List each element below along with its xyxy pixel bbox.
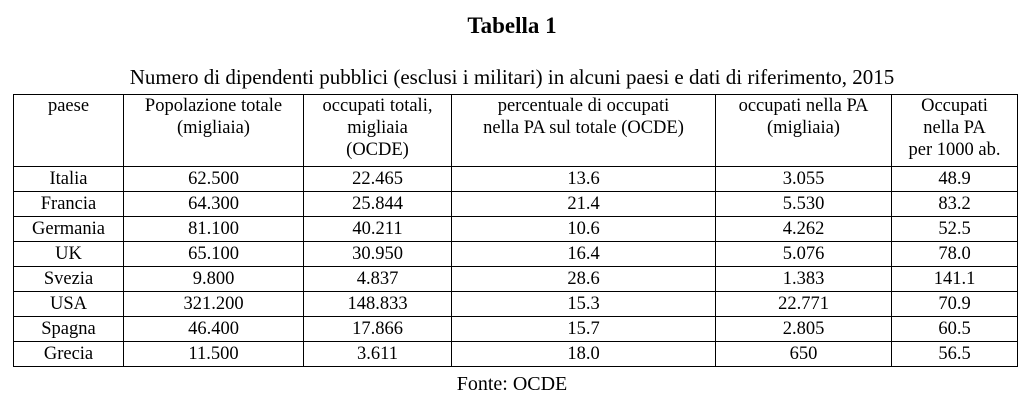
cell-percentuale: 18.0 xyxy=(452,342,716,367)
cell-percentuale: 21.4 xyxy=(452,192,716,217)
cell-popolazione: 65.100 xyxy=(124,242,304,267)
table-row xyxy=(14,217,1018,242)
cell-popolazione: 64.300 xyxy=(124,192,304,217)
header-paese: paese xyxy=(14,95,124,167)
table-subtitle: Numero di dipendenti pubblici (esclusi i militari) in alcuni paesi e dati di riferimento, 2015 xyxy=(129,65,895,89)
cell-per-1000: 52.5 xyxy=(892,217,1018,242)
cell-percentuale: 28.6 xyxy=(452,267,716,292)
cell-popolazione: 321.200 xyxy=(124,292,304,317)
cell-popolazione: 62.500 xyxy=(124,167,304,192)
cell-per-1000: 78.0 xyxy=(892,242,1018,267)
cell-per-1000: 60.5 xyxy=(892,317,1018,342)
cell-paese: Svezia xyxy=(14,267,124,292)
table-title: Tabella 1 xyxy=(467,13,557,38)
source-note: Fonte: OCDE xyxy=(456,373,568,395)
cell-occupati-totali: 17.866 xyxy=(304,317,452,342)
header-occupati-totali: occupati totali, migliaia (OCDE) xyxy=(304,95,452,167)
table-row xyxy=(14,267,1018,292)
header-popolazione: Popolazione totale (migliaia) xyxy=(124,95,304,167)
cell-percentuale: 15.3 xyxy=(452,292,716,317)
cell-occupati-pa: 5.076 xyxy=(716,242,892,267)
cell-paese: Italia xyxy=(14,167,124,192)
table-row xyxy=(14,317,1018,342)
cell-occupati-pa: 1.383 xyxy=(716,267,892,292)
cell-per-1000: 56.5 xyxy=(892,342,1018,367)
cell-paese: Germania xyxy=(14,217,124,242)
table-row xyxy=(14,342,1018,367)
cell-percentuale: 13.6 xyxy=(452,167,716,192)
cell-per-1000: 83.2 xyxy=(892,192,1018,217)
data-table xyxy=(13,94,1018,367)
cell-occupati-totali: 4.837 xyxy=(304,267,452,292)
cell-occupati-totali: 148.833 xyxy=(304,292,452,317)
cell-percentuale: 16.4 xyxy=(452,242,716,267)
cell-popolazione: 46.400 xyxy=(124,317,304,342)
cell-occupati-totali: 40.211 xyxy=(304,217,452,242)
cell-popolazione: 11.500 xyxy=(124,342,304,367)
cell-paese: Spagna xyxy=(14,317,124,342)
cell-paese: UK xyxy=(14,242,124,267)
cell-occupati-pa: 650 xyxy=(716,342,892,367)
cell-popolazione: 9.800 xyxy=(124,267,304,292)
cell-percentuale: 10.6 xyxy=(452,217,716,242)
cell-occupati-pa: 2.805 xyxy=(716,317,892,342)
header-percentuale-pa: percentuale di occupati nella PA sul totale (OCDE) xyxy=(452,95,716,167)
cell-per-1000: 70.9 xyxy=(892,292,1018,317)
cell-occupati-totali: 3.611 xyxy=(304,342,452,367)
cell-popolazione: 81.100 xyxy=(124,217,304,242)
cell-per-1000: 141.1 xyxy=(892,267,1018,292)
cell-occupati-pa: 4.262 xyxy=(716,217,892,242)
cell-paese: USA xyxy=(14,292,124,317)
cell-per-1000: 48.9 xyxy=(892,167,1018,192)
cell-percentuale: 15.7 xyxy=(452,317,716,342)
cell-occupati-totali: 22.465 xyxy=(304,167,452,192)
table-row xyxy=(14,292,1018,317)
cell-occupati-pa: 22.771 xyxy=(716,292,892,317)
cell-paese: Grecia xyxy=(14,342,124,367)
table-row xyxy=(14,192,1018,217)
cell-occupati-totali: 30.950 xyxy=(304,242,452,267)
header-occupati-pa: occupati nella PA (migliaia) xyxy=(716,95,892,167)
table-row xyxy=(14,167,1018,192)
cell-occupati-pa: 5.530 xyxy=(716,192,892,217)
cell-occupati-pa: 3.055 xyxy=(716,167,892,192)
cell-occupati-totali: 25.844 xyxy=(304,192,452,217)
header-occupati-per-1000: Occupati nella PA per 1000 ab. xyxy=(892,95,1018,167)
table-row xyxy=(14,242,1018,267)
cell-paese: Francia xyxy=(14,192,124,217)
header-row xyxy=(14,95,1018,167)
